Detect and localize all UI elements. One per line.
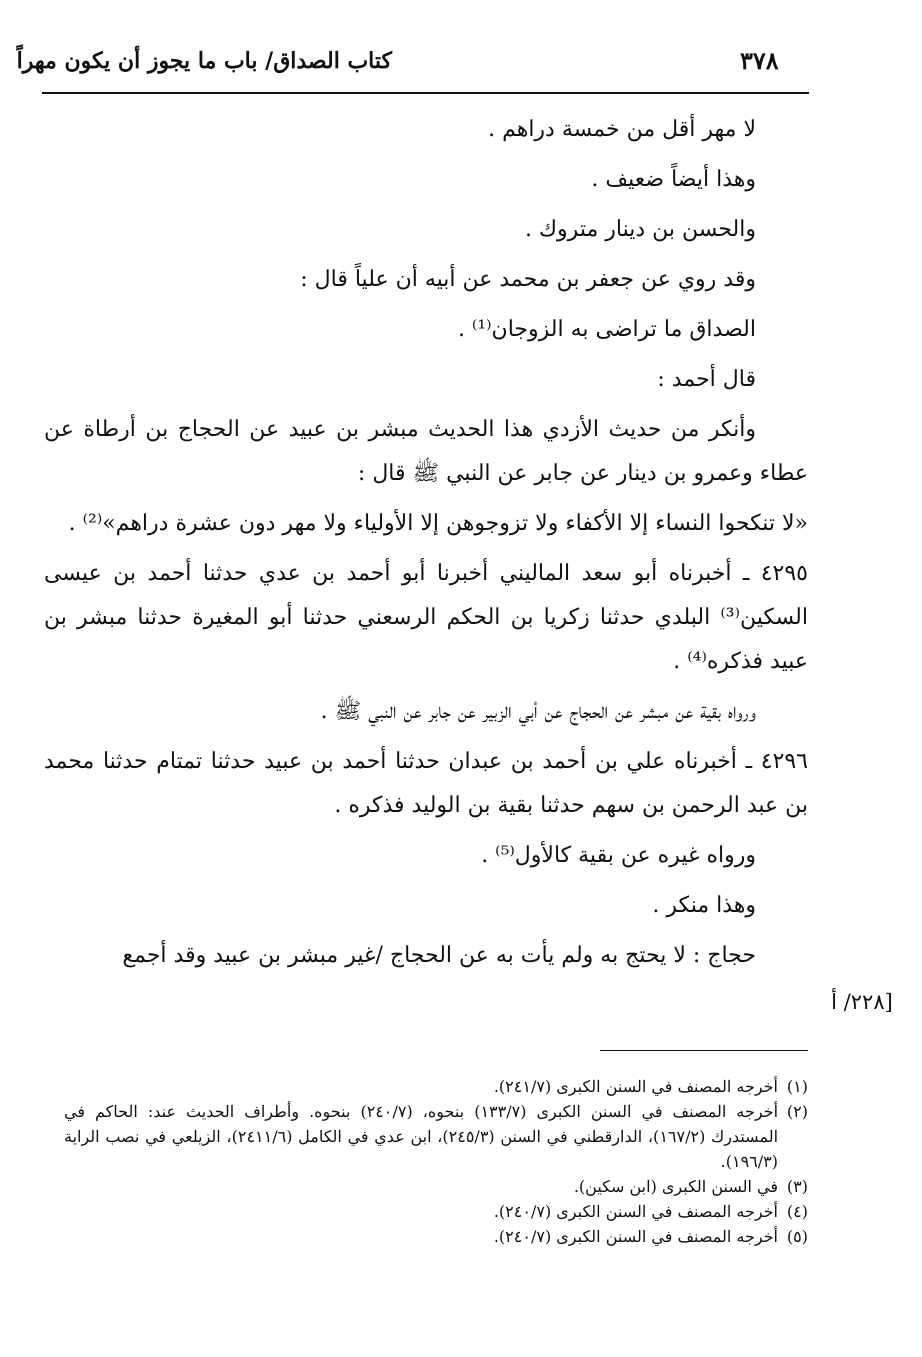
hadith-4296: ٤٢٩٦ ـ أخبرناه علي بن أحمد بن عبدان حدثنا أحمد بن عبيد حدثنا تمتام حدثنا محمد بن عبد الرحمن بن سهم حدثنا بقية بن الوليد فذكره . [44, 749, 808, 818]
footnote-number: (٤) [786, 1202, 808, 1221]
footnote-rule [600, 1050, 808, 1051]
paragraph: قال أحمد : [657, 367, 756, 392]
page-number: ٣٧٨ [740, 46, 779, 75]
footnote [64, 1074, 808, 1099]
manuscript-folio-note: ٢٢٨/ أ] [831, 990, 893, 1014]
footnote [64, 1174, 808, 1199]
footnote-text: في السنن الكبرى (ابن سكين). [573, 1177, 778, 1196]
footnote-text: أخرجه المصنف في السنن الكبرى (٢٤١/٧). [493, 1077, 778, 1096]
paragraph: وهذا منكر . [652, 893, 756, 918]
paragraph: وهذا أيضاً ضعيف . [591, 167, 756, 192]
paragraph: لا مهر أقل من خمسة دراهم . [488, 117, 756, 142]
footnote-number: (٢) [786, 1102, 808, 1121]
footnote-number: (٣) [786, 1177, 808, 1196]
footnotes [64, 1074, 808, 1249]
paragraph: وأنكر من حديث الأزدي هذا الحديث مبشر بن عبيد عن الحجاج بن أرطاة عن عطاء وعمرو بن دينار عن جابر عن النبي ﷺ قال : [44, 417, 808, 486]
hadith-quote: «لا تنكحوا النساء إلا الأكفاء ولا تزوجوهن إلا الأولياء ولا مهر دون عشرة دراهم»⁽²⁾ . [68, 511, 808, 536]
footnote-number: (١) [786, 1077, 808, 1096]
footnote-text: أخرجه المصنف في السنن الكبرى (١٣٣/٧) بنحوه، (٢٤٠/٧) بنحوه. وأطراف الحديث عند: الحاكم في المستدرك (١٦٧/٢)، الدارقطني في السنن (٢٤٥/٣)، ابن عدي في الكامل (٢٤١١/٦)، الزيلعي في نصب الراية (١٩٦/٣). [64, 1102, 779, 1171]
main-text [44, 108, 808, 984]
paragraph: ورواه غيره عن بقية كالأول⁽⁵⁾ . [481, 843, 756, 868]
paragraph: ورواه بقية عن مبشر عن الحجاج عن أبي الزبير عن جابر عن النبي ﷺ . [320, 699, 756, 724]
running-header-title: كتاب الصداق/ باب ما يجوز أن يكون مهراً [16, 48, 392, 74]
header-rule [42, 92, 809, 94]
hadith-4295: ٤٢٩٥ ـ أخبرناه أبو سعد الماليني أخبرنا أبو أحمد بن عدي حدثنا أحمد بن عيسى السكين⁽³⁾ البلدي حدثنا زكريا بن الحكم الرسعني حدثنا أبو المغيرة حدثنا مبشر بن عبيد فذكره⁽⁴⁾ . [44, 561, 808, 674]
footnote-text: أخرجه المصنف في السنن الكبرى (٢٤٠/٧). [493, 1227, 778, 1246]
paragraph: والحسن بن دينار متروك . [524, 217, 756, 242]
paragraph: وقد روي عن جعفر بن محمد عن أبيه أن علياً قال : [300, 267, 756, 292]
paragraph: حجاج : لا يحتج به ولم يأت به عن الحجاج /غير مبشر بن عبيد وقد أجمع [122, 943, 756, 968]
footnote [64, 1224, 808, 1249]
footnote [64, 1099, 808, 1174]
footnote-number: (٥) [786, 1227, 808, 1246]
footnote [64, 1199, 808, 1224]
paragraph: الصداق ما تراضى به الزوجان⁽¹⁾ . [457, 317, 756, 342]
footnote-text: أخرجه المصنف في السنن الكبرى (٢٤٠/٧). [493, 1202, 778, 1221]
